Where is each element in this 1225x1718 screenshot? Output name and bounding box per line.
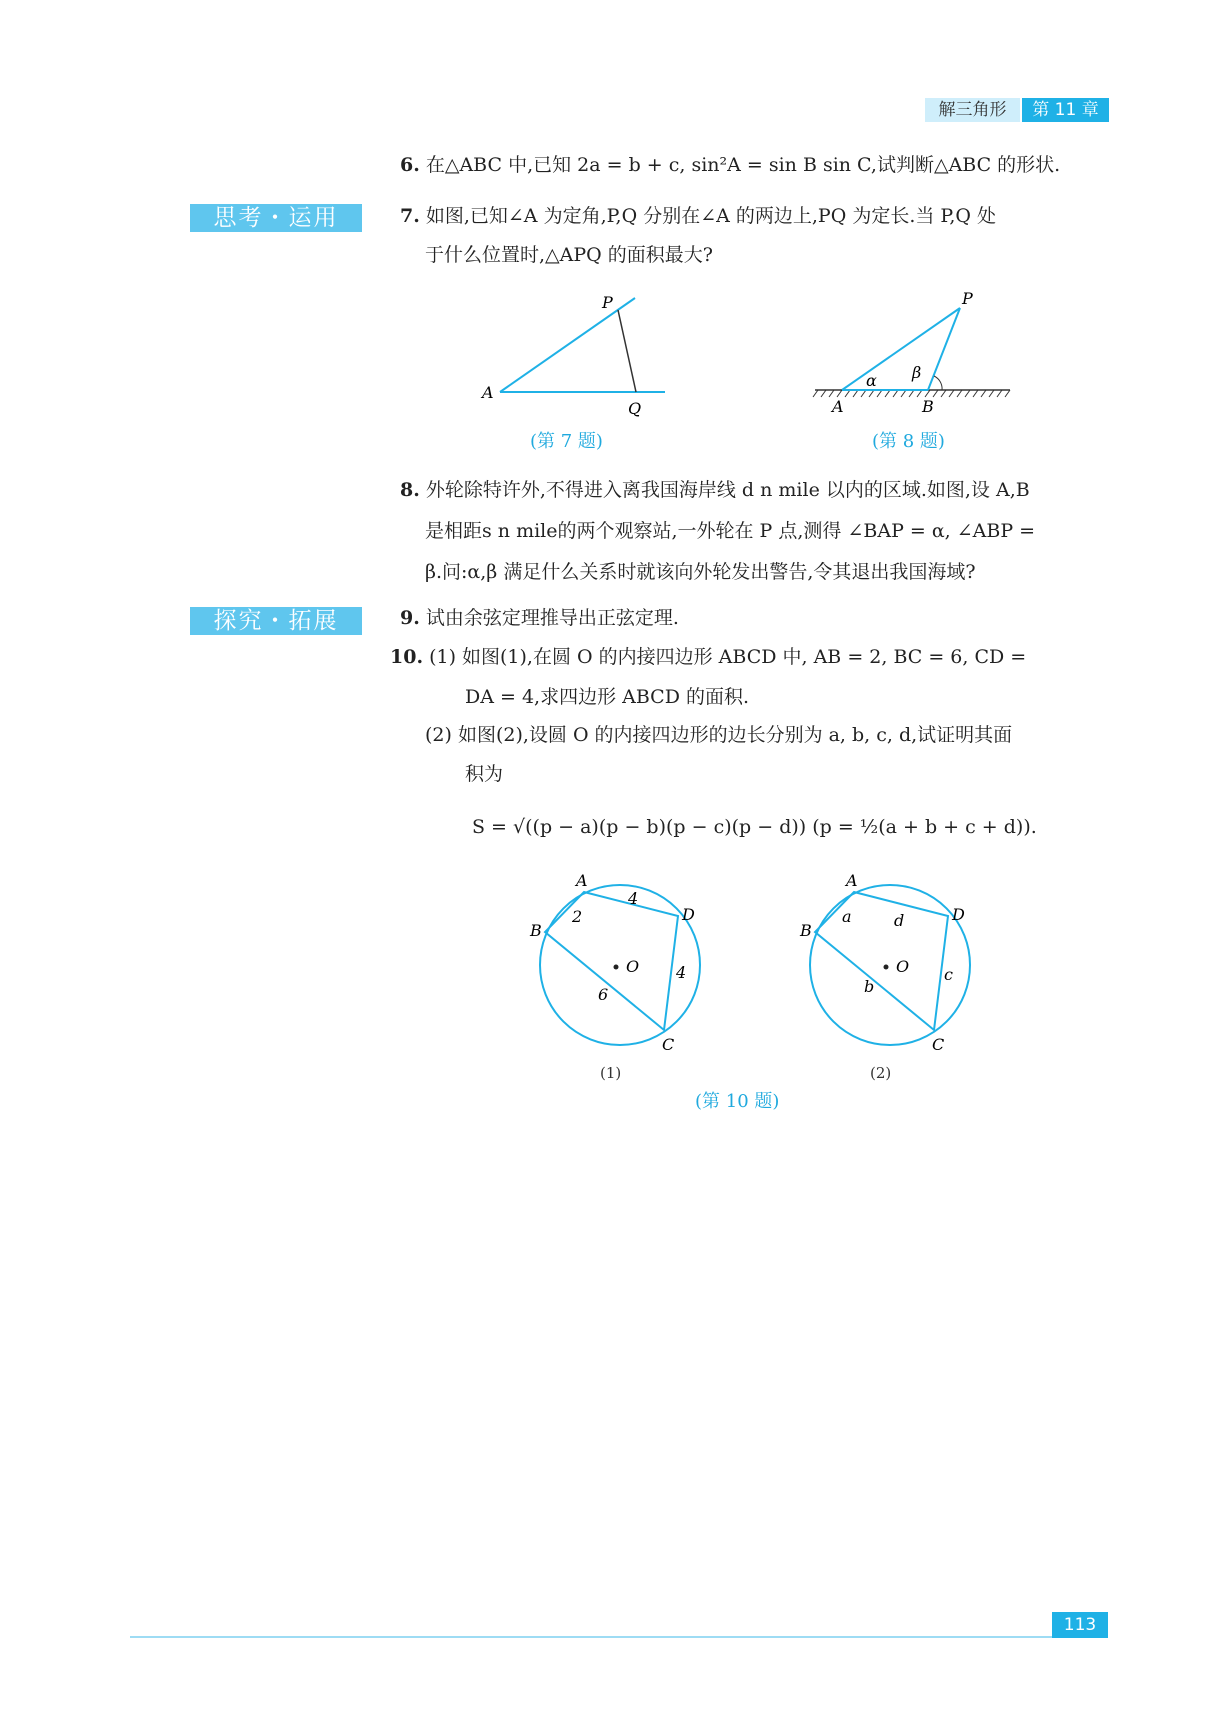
coastline-hatching <box>813 390 1010 397</box>
figure-10-2 <box>790 870 990 1060</box>
label-b: B <box>922 397 934 416</box>
figure-10-1 <box>520 870 720 1060</box>
label-c: C <box>662 1035 675 1054</box>
label-alpha: α <box>866 371 877 390</box>
figure-10-sub1: (1) <box>600 1064 622 1082</box>
label-o: O <box>896 957 910 976</box>
figure-10-caption: (第 10 题) <box>695 1091 780 1112</box>
label-a: A <box>482 383 494 402</box>
label-a: A <box>832 397 844 416</box>
label-b: B <box>800 921 812 940</box>
angle-beta-arc <box>934 376 942 390</box>
problem-number: 6. <box>400 154 420 176</box>
area-formula: S = √((p − a)(p − b)(p − c)(p − d)) (p = ½(a + b + c + d)). <box>472 816 1037 838</box>
length-c: c <box>944 965 953 984</box>
figure-7-caption: (第 7 题) <box>530 431 603 452</box>
problem-8-line1 <box>400 477 1030 503</box>
tag-explore-extend: 探究・拓展 <box>190 607 362 635</box>
problem-number: 7. <box>400 205 420 227</box>
problem-number: 9. <box>400 607 420 629</box>
problem-number: 10. <box>390 646 424 668</box>
problem-10-line1 <box>390 644 1026 670</box>
problem-8-line3: β.问:α,β 满足什么关系时就该向外轮发出警告,令其退出我国海域? <box>425 561 976 583</box>
problem-text: 如图,已知∠A 为定角,P,Q 分别在∠A 的两边上,PQ 为定长.当 P,Q 处 <box>425 205 996 227</box>
chapter-badge: 第 11 章 <box>1022 98 1109 122</box>
center-point <box>884 965 889 970</box>
quadrilateral-abcd <box>815 892 948 1030</box>
problem-10-line4: 积为 <box>465 763 504 785</box>
problem-text: (1) 如图(1),在圆 O 的内接四边形 ABCD 中, AB = 2, BC = 6, CD = <box>429 646 1027 668</box>
length-cd: 4 <box>676 963 687 982</box>
label-d: D <box>952 905 965 924</box>
label-o: O <box>626 957 640 976</box>
label-q: Q <box>628 399 642 418</box>
center-point <box>614 965 619 970</box>
problem-text: 试由余弦定理推导出正弦定理. <box>425 607 679 629</box>
label-a: A <box>846 871 858 890</box>
problem-text: 在△ABC 中,已知 2a = b + c, sin²A = sin B sin C,试判断△ABC 的形状. <box>425 154 1061 176</box>
label-d: D <box>682 905 695 924</box>
label-beta: β <box>912 363 922 382</box>
length-ab: 2 <box>572 907 583 926</box>
label-a: A <box>576 871 588 890</box>
problem-number: 8. <box>400 479 420 501</box>
problem-10-line2: DA = 4,求四边形 ABCD 的面积. <box>465 686 750 708</box>
figure-10-sub2: (2) <box>870 1064 892 1082</box>
label-p: P <box>602 293 613 312</box>
problem-text: 外轮除特许外,不得进入离我国海岸线 d n mile 以内的区域.如图,设 A,B <box>425 479 1030 501</box>
problem-9 <box>400 605 679 631</box>
length-d: d <box>894 911 905 930</box>
figure-7 <box>470 290 690 420</box>
section-title: 解三角形 <box>925 98 1020 122</box>
footer-rule <box>130 1636 1108 1638</box>
page-number: 113 <box>1052 1612 1108 1638</box>
tag-think-apply: 思考・运用 <box>190 204 362 232</box>
length-a: a <box>842 907 852 926</box>
label-p: P <box>962 290 973 308</box>
label-c: C <box>932 1035 945 1054</box>
length-ad: 4 <box>628 889 639 908</box>
problem-6 <box>400 152 1060 178</box>
ray-ap <box>500 298 635 392</box>
figure-8-caption: (第 8 题) <box>872 431 945 452</box>
length-bc: 6 <box>598 985 609 1004</box>
length-b: b <box>864 977 875 996</box>
problem-7-line1 <box>400 203 996 229</box>
segment-ap <box>842 308 960 390</box>
quadrilateral-abcd <box>545 892 678 1030</box>
figure-8 <box>810 290 1020 420</box>
problem-10-line3: (2) 如图(2),设圆 O 的内接四边形的边长分别为 a, b, c, d,试证明其面 <box>425 724 1013 746</box>
problem-7-line2: 于什么位置时,△APQ 的面积最大? <box>425 244 713 266</box>
segment-pq <box>618 310 636 392</box>
label-b: B <box>530 921 542 940</box>
problem-8-line2: 是相距s n mile的两个观察站,一外轮在 P 点,测得 ∠BAP = α, ∠ABP = <box>425 520 1036 542</box>
